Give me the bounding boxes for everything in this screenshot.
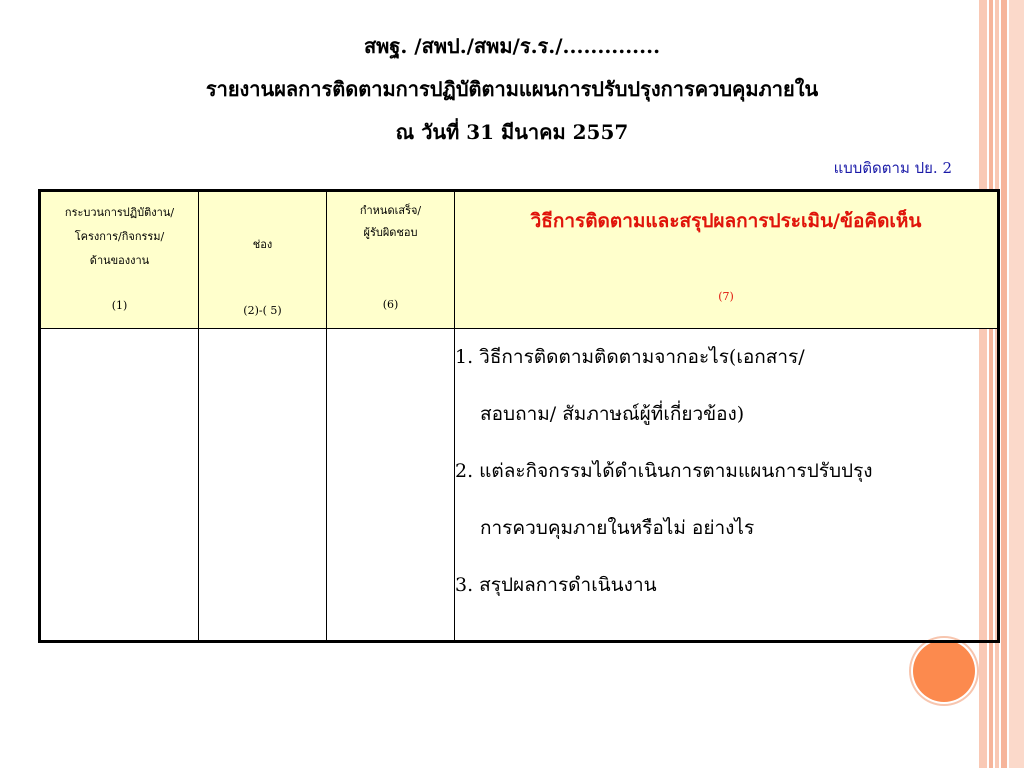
form-code: แบบติดตาม ปย. 2	[833, 159, 952, 177]
column-number: (6)	[382, 298, 399, 311]
column-label: กำหนดเสร็จ/	[359, 204, 422, 217]
list-item: 2. แต่ละกิจกรรมได้ดำเนินการตามแผนการปรับปรุง	[455, 460, 873, 482]
cell-method	[455, 329, 999, 642]
list-item-continuation: การควบคุมภายในหรือไม่ อย่างไร	[480, 517, 755, 539]
list-item: 1. วิธีการติดตามติดตามจากอะไร(เอกสาร/	[455, 346, 805, 368]
column-label: ผู้รับผิดชอบ	[363, 226, 418, 239]
table-body-row	[40, 329, 999, 642]
cell-fields	[199, 329, 327, 642]
column-number: (7)	[718, 290, 734, 303]
monitoring-table	[38, 189, 1000, 643]
reference-code: สพฐ. /สพป./สพม/ร.ร./..............	[363, 34, 661, 58]
decor-circle	[913, 640, 975, 702]
column-number: (1)	[111, 299, 128, 312]
list-item-continuation: สอบถาม/ สัมภาษณ์ผู้ที่เกี่ยวข้อง)	[480, 403, 745, 425]
column-header-fields	[199, 191, 327, 329]
column-title: วิธีการติดตามและสรุปผลการประเมิน/ข้อคิดเห็น	[530, 210, 922, 232]
report-title: รายงานผลการติดตามการปฏิบัติตามแผนการปรับปรุงการควบคุมภายใน	[205, 77, 819, 101]
column-label: โครงการ/กิจกรรม/	[74, 230, 165, 243]
column-header-method	[455, 191, 999, 329]
cell-process	[40, 329, 199, 642]
column-header-process	[40, 191, 199, 329]
report-date: ณ วันที่ 31 มีนาคม 2557	[395, 120, 629, 144]
cell-deadline	[327, 329, 455, 642]
table-header-row	[40, 191, 999, 329]
column-label: ด้านของงาน	[89, 254, 150, 267]
column-label: ช่อง	[252, 238, 273, 251]
column-header-deadline	[327, 191, 455, 329]
column-number: (2)-( 5)	[243, 304, 282, 317]
column-label: กระบวนการปฏิบัติงาน/	[64, 206, 175, 219]
list-item: 3. สรุปผลการดำเนินงาน	[455, 574, 657, 596]
